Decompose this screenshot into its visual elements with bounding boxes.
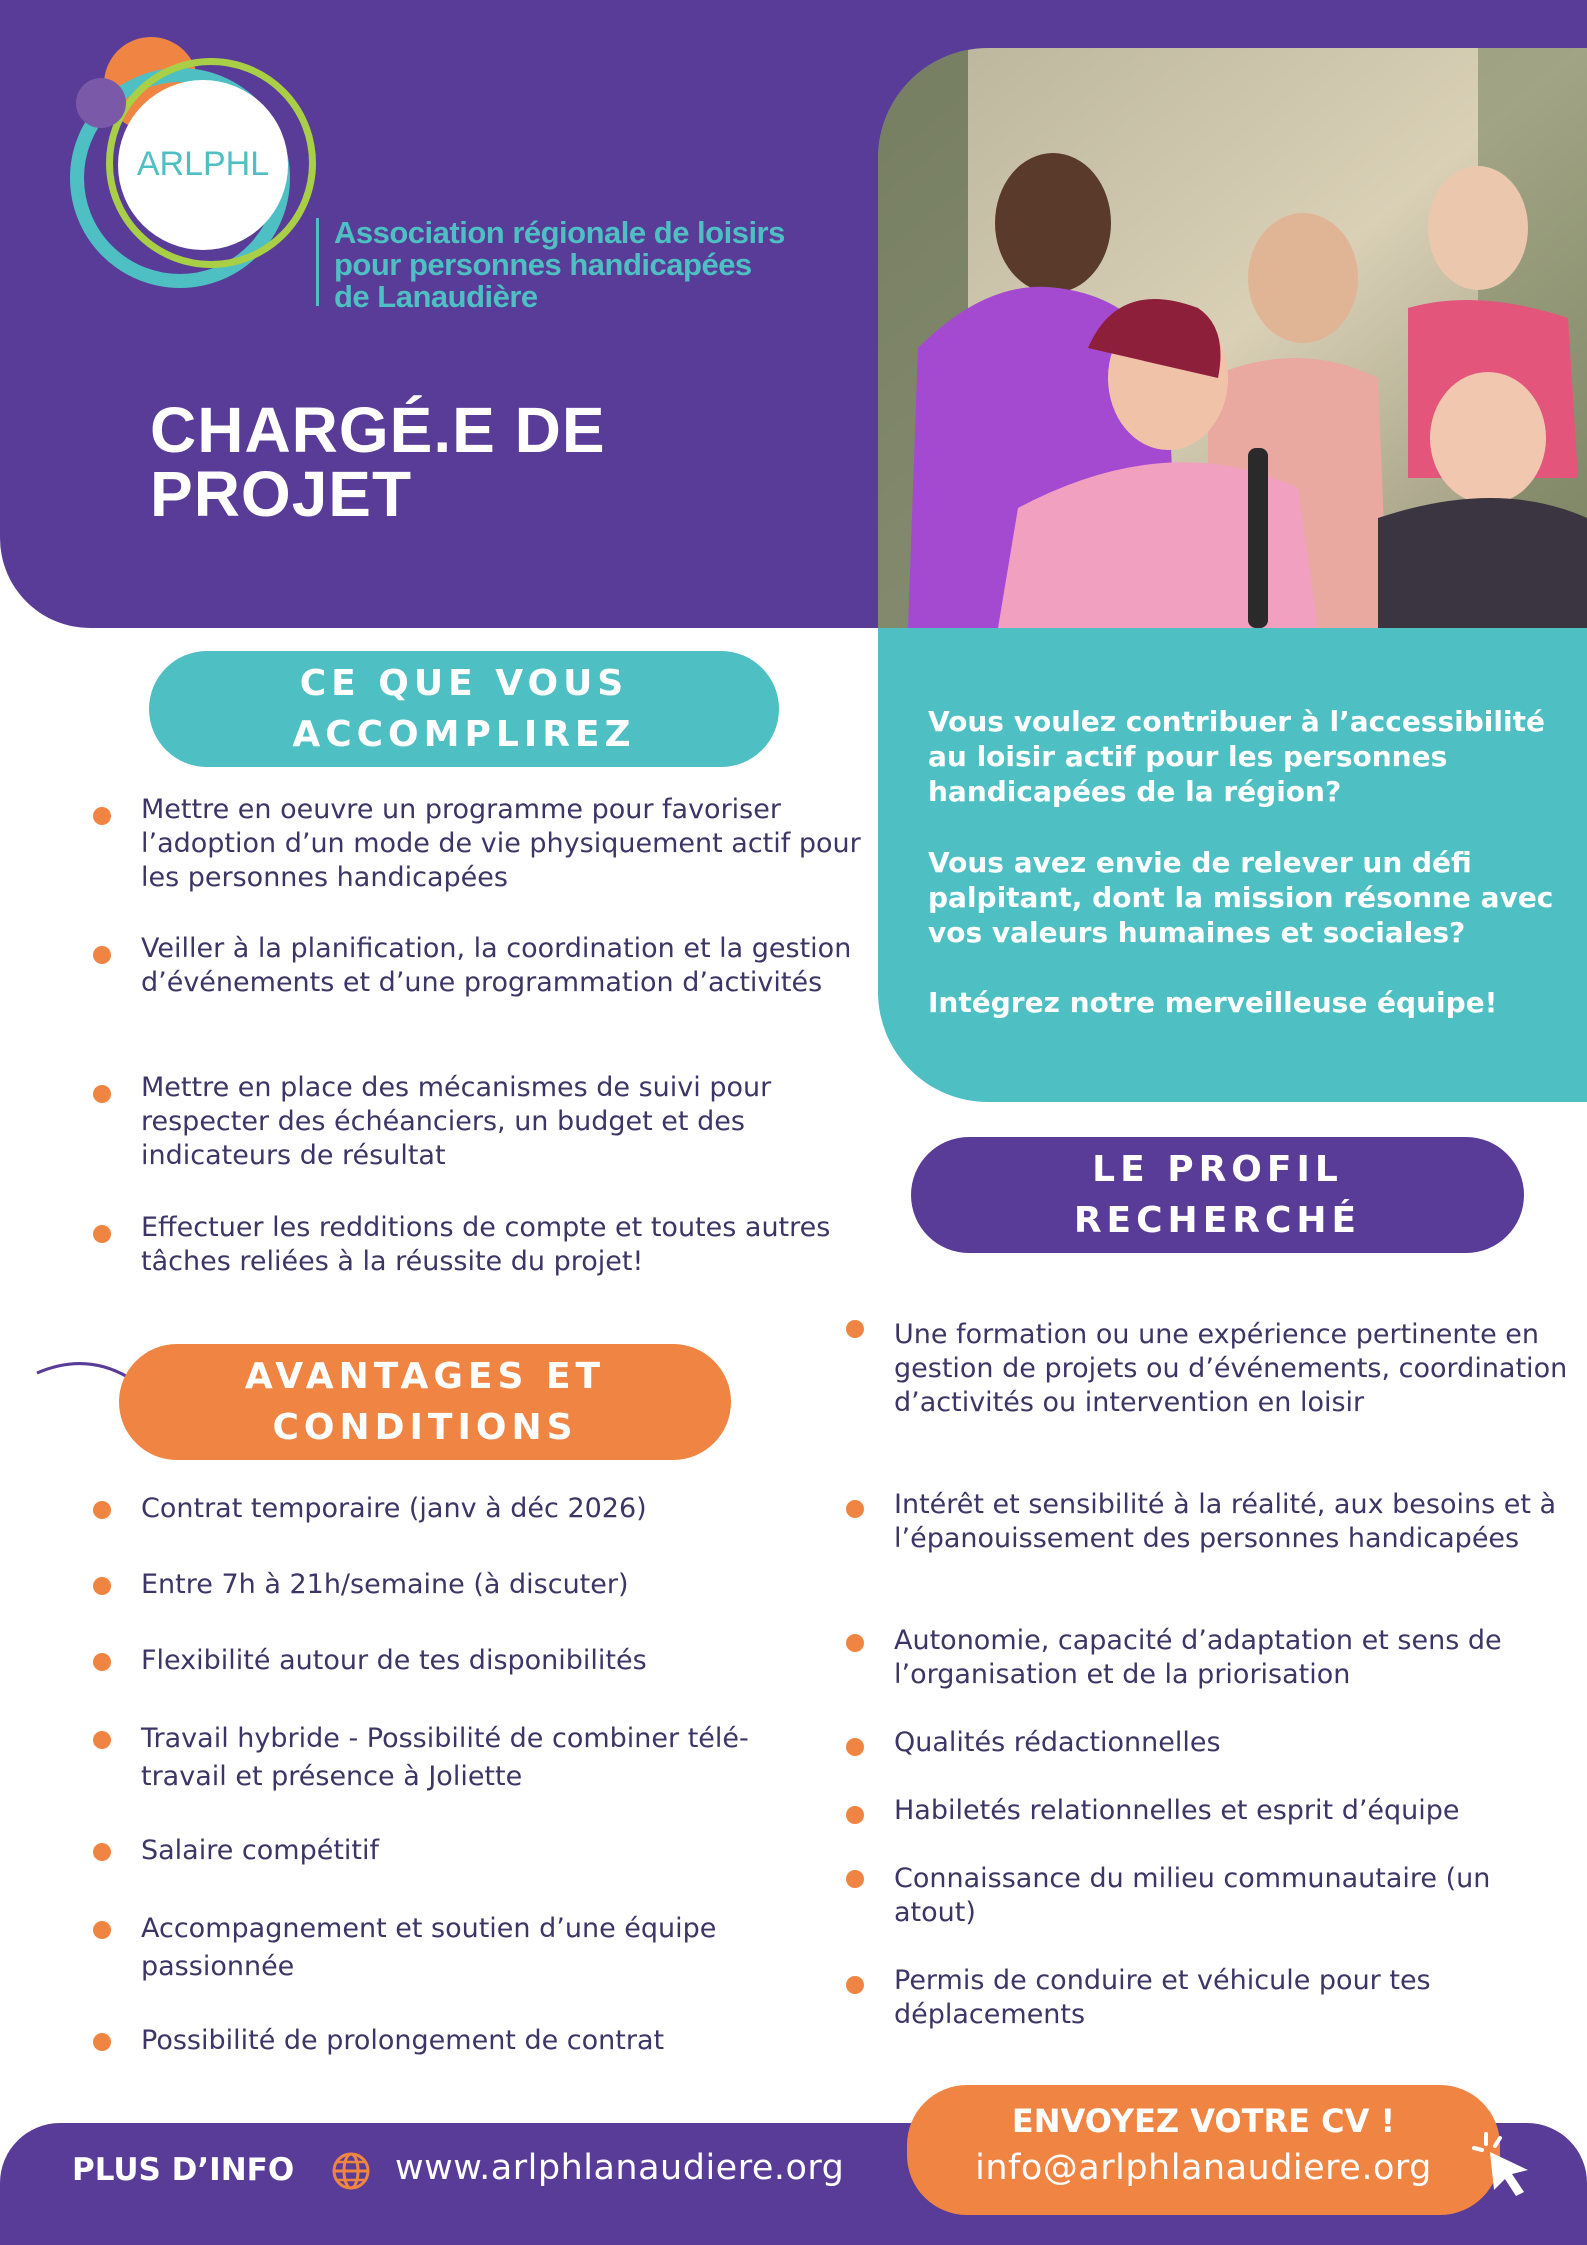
list-item bbox=[846, 1624, 1574, 1692]
list-item-text: Possibilité de prolongement de contrat bbox=[141, 2025, 665, 2056]
bullet-dot bbox=[93, 1501, 111, 1519]
bullet-dot bbox=[846, 1738, 864, 1756]
intro-paragraph-3: Intégrez notre merveilleuse équipe! bbox=[928, 986, 1498, 1019]
more-info-label: PLUS D’INFO bbox=[72, 2152, 295, 2188]
list-item bbox=[846, 1488, 1574, 1556]
bullet-dot bbox=[846, 1806, 864, 1824]
benefits-heading-line: AVANTAGES ET bbox=[244, 1356, 606, 1397]
bullet-dot bbox=[93, 1653, 111, 1671]
list-item bbox=[846, 1318, 1574, 1420]
list-item-text: Entre 7h à 21h/semaine (à discuter) bbox=[141, 1569, 629, 1600]
list-item bbox=[93, 932, 878, 1000]
list-item-text: Permis de conduire et véhicule pour tes déplacements bbox=[894, 1965, 1431, 2030]
list-item-text: Mettre en oeuvre un programme pour favoriser l’adoption d’un mode de vie physiquement actif pour les personnes handicapées bbox=[141, 794, 861, 893]
intro-paragraph-1: Vous voulez contribuer à l’accessibilité au loisir actif pour les personnes handicapées de la région? bbox=[928, 705, 1545, 808]
bullet-dot bbox=[93, 1921, 111, 1939]
org-name-line: Association régionale de loisirs bbox=[334, 215, 785, 250]
list-item-text: Mettre en place des mécanismes de suivi pour respecter des échéanciers, un budget et des indicateurs de résultat bbox=[141, 1072, 772, 1171]
list-item-text: Travail hybride - Possibilité de combiner télé-travail et présence à Joliette bbox=[141, 1723, 749, 1792]
benefits-heading bbox=[119, 1344, 731, 1460]
benefits-heading-line: CONDITIONS bbox=[272, 1407, 578, 1448]
org-name-line: pour personnes handicapées bbox=[334, 247, 752, 282]
bullet-dot bbox=[93, 1225, 111, 1243]
team-photo-illustration bbox=[878, 48, 1587, 628]
bullet-dot bbox=[846, 1870, 864, 1888]
logo-small-purple-circle bbox=[76, 78, 126, 128]
accomplish-heading-line: CE QUE VOUS bbox=[299, 663, 629, 704]
profile-heading bbox=[911, 1137, 1524, 1253]
list-item-text: Connaissance du milieu communautaire (un atout) bbox=[894, 1863, 1491, 1928]
list-item bbox=[93, 2024, 878, 2058]
list-item-text: Veiller à la planification, la coordination et la gestion d’événements et d’une programmation d’activités bbox=[141, 933, 852, 998]
job-title-line: CHARGÉ.E DE bbox=[150, 394, 606, 466]
profile-heading-line: RECHERCHÉ bbox=[1073, 1200, 1362, 1241]
job-title bbox=[150, 394, 850, 530]
list-item-text: Habiletés relationnelles et esprit d’équipe bbox=[894, 1795, 1460, 1826]
logo-divider bbox=[316, 218, 319, 306]
bullet-dot bbox=[93, 1731, 111, 1749]
list-item bbox=[846, 1794, 1574, 1828]
list-item-text: Salaire compétitif bbox=[141, 1835, 380, 1866]
email-link[interactable]: info@arlphlanaudiere.org bbox=[975, 2148, 1432, 2188]
send-cv-label: ENVOYEZ VOTRE CV ! bbox=[1011, 2102, 1396, 2140]
bullet-dot bbox=[93, 807, 111, 825]
list-item bbox=[93, 1071, 878, 1173]
list-item-text: Autonomie, capacité d’adaptation et sens de l’organisation et de la priorisation bbox=[894, 1625, 1502, 1690]
job-title-line: PROJET bbox=[150, 458, 413, 530]
globe-icon bbox=[331, 2151, 371, 2191]
bullet-dot bbox=[846, 1634, 864, 1652]
bullet-dot bbox=[93, 1843, 111, 1861]
list-item bbox=[93, 1568, 878, 1602]
list-item-text: Contrat temporaire (janv à déc 2026) bbox=[141, 1493, 647, 1524]
list-item bbox=[93, 1834, 878, 1868]
list-item bbox=[846, 1964, 1554, 2032]
organization-name bbox=[334, 217, 854, 313]
bullet-dot bbox=[93, 2033, 111, 2051]
logo-text: ARLPHL bbox=[136, 145, 270, 183]
intro-paragraph-2: Vous avez envie de relever un défi palpitant, dont la mission résonne avec vos valeurs humaines et sociales? bbox=[928, 846, 1554, 949]
list-item bbox=[846, 1862, 1534, 1930]
team-photo bbox=[878, 48, 1587, 628]
website-link[interactable]: www.arlphlanaudiere.org bbox=[395, 2148, 845, 2188]
list-item bbox=[93, 1910, 841, 1986]
list-item bbox=[846, 1726, 1574, 1760]
org-name-line: de Lanaudière bbox=[334, 279, 538, 314]
list-item bbox=[93, 1211, 841, 1279]
list-item-text: Accompagnement et soutien d’une équipe passionnée bbox=[141, 1913, 717, 1982]
bullet-dot bbox=[846, 1976, 864, 1994]
bullet-dot bbox=[93, 946, 111, 964]
cursor-click-icon bbox=[1472, 2130, 1542, 2200]
list-item bbox=[93, 1644, 878, 1678]
list-item-text: Qualités rédactionnelles bbox=[894, 1727, 1221, 1758]
list-item-text: Une formation ou une expérience pertinente en gestion de projets ou d’événements, coordination d’activités ou intervention en loisir bbox=[894, 1319, 1568, 1418]
accomplish-heading bbox=[149, 651, 779, 767]
bullet-dot bbox=[93, 1085, 111, 1103]
list-item bbox=[93, 1492, 878, 1526]
list-item-text: Flexibilité autour de tes disponibilités bbox=[141, 1645, 647, 1676]
bullet-dot bbox=[846, 1500, 864, 1518]
list-item bbox=[93, 1720, 801, 1796]
bullet-dot bbox=[93, 1577, 111, 1595]
list-item-text: Intérêt et sensibilité à la réalité, aux besoins et à l’épanouissement des personnes handicapées bbox=[894, 1489, 1557, 1554]
accomplish-heading-line: ACCOMPLIREZ bbox=[292, 714, 636, 755]
profile-heading-line: LE PROFIL bbox=[1092, 1149, 1343, 1190]
bullet-dot bbox=[846, 1320, 864, 1338]
list-item-text: Effectuer les redditions de compte et toutes autres tâches reliées à la réussite du projet! bbox=[141, 1212, 831, 1277]
list-item bbox=[93, 793, 878, 895]
